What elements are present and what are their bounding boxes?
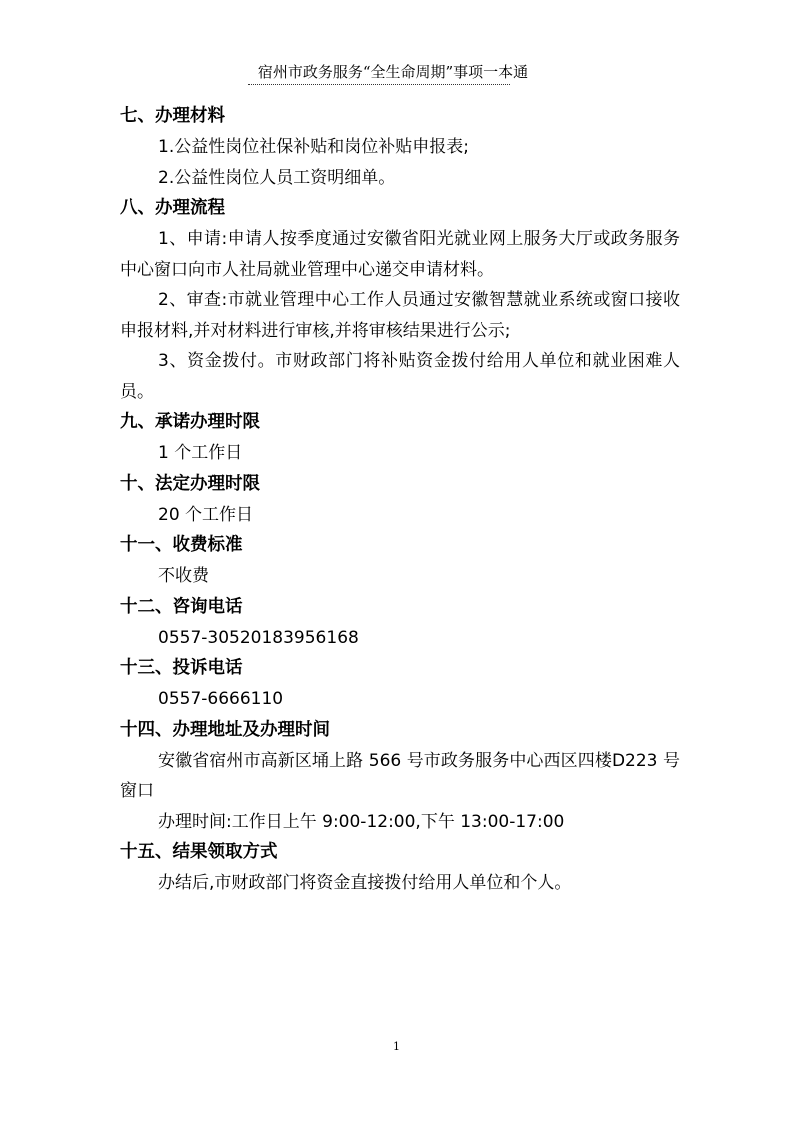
section-heading: 十、法定办理时限 [120, 473, 260, 494]
section-heading: 七、办理材料 [120, 106, 225, 126]
paragraph: 2.公益性岗位人员工资明细单。 [158, 167, 396, 188]
section-fees [120, 530, 680, 592]
section-heading: 九、承诺办理时限 [120, 412, 260, 432]
section-heading: 十一、收费标准 [120, 535, 243, 555]
paragraph: 1.公益性岗位社保补贴和岗位补贴申报表; [158, 137, 469, 157]
paragraph: 办理时间:工作日上午 9:00-12:00,下午 13:00-17:00 [158, 811, 565, 832]
paragraph: 0557-30520183956168 [158, 627, 359, 648]
paragraph: 3、资金拨付。市财政部门将补贴资金拨付给用人单位和就业困难人员。 [120, 351, 680, 402]
paragraph: 0557-6666110 [158, 689, 284, 709]
paragraph: 安徽省宿州市高新区埇上路 566 号市政务服务中心西区四楼D223 号窗口 [120, 750, 680, 801]
paragraph: 2、审查:市就业管理中心工作人员通过安徽智慧就业系统或窗口接收申报材料,并对材料进行审核,并将审核结果进行公示; [120, 290, 680, 341]
section-heading: 十四、办理地址及办理时间 [120, 719, 330, 740]
page-number: 1 [393, 1040, 400, 1053]
paragraph: 1 个工作日 [158, 443, 243, 463]
section-legal-time [120, 469, 680, 531]
paragraph: 不收费 [158, 566, 209, 586]
paragraph: 办结后,市财政部门将资金直接拨付给用人单位和个人。 [158, 873, 572, 893]
section-process [120, 193, 680, 407]
paragraph: 1、申请:申请人按季度通过安徽省阳光就业网上服务大厅或政务服务中心窗口向市人社局就业管理中心递交申请材料。 [120, 229, 680, 280]
section-heading: 十三、投诉电话 [120, 658, 243, 678]
section-heading: 十二、咨询电话 [120, 596, 243, 617]
header-underline [248, 84, 510, 85]
paragraph: 20 个工作日 [158, 504, 254, 525]
section-result-collection [120, 837, 680, 899]
section-complaint-phone [120, 653, 680, 715]
section-promised-time [120, 407, 680, 469]
section-consult-phone [120, 592, 680, 654]
section-materials [120, 101, 680, 193]
document-body [120, 101, 680, 899]
section-heading: 十五、结果领取方式 [120, 842, 278, 862]
section-address-hours [120, 715, 680, 838]
page-header: 宿州市政务服务“全生命周期”事项一本通 [257, 63, 529, 81]
section-heading: 八、办理流程 [120, 198, 225, 218]
